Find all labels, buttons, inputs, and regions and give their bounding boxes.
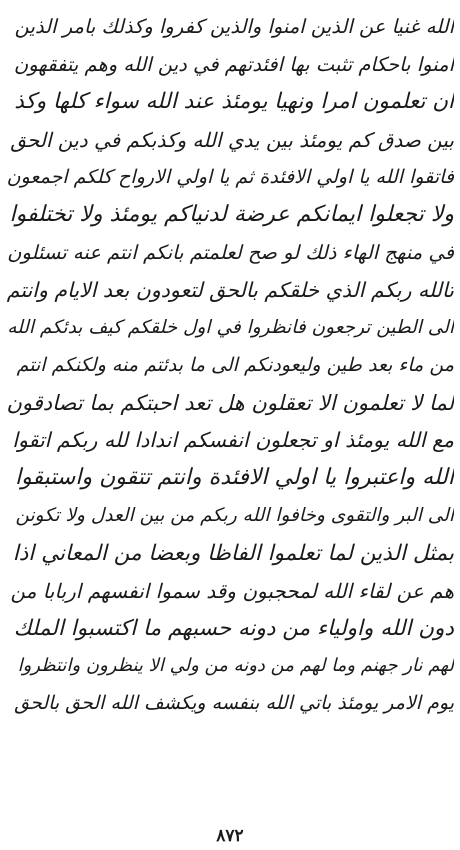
manuscript-line: بين صدق كم يومئذ بين يدي الله وكذبكم في دين الحق: [10, 127, 454, 152]
manuscript-line: يوم الامر يومئذ باتي الله بنفسه ويكشف الله الحق بالحق: [14, 692, 454, 715]
manuscript-line: فاتقوا الله يا اولي الافئدة ثم يا اولي الارواح كلكم اجمعون: [6, 166, 454, 189]
manuscript-line: لهم نار جهنم وما لهم من دونه من ولي الا ينظرون وانتظروا: [17, 655, 454, 677]
manuscript-line: الى البر والتقوى وخافوا الله ربكم من بين العدل ولا تكونن: [15, 505, 454, 527]
manuscript-line: ان تعلمون امرا ونهيا يومئذ عند الله سواء كلها وكذ: [14, 89, 454, 115]
manuscript-line: لما لا تعلمون الا تعقلون هل تعد احبتكم بما تصادقون: [6, 390, 454, 415]
manuscript-line: في منهج الهاء ذلك لو صح لعلمتم بانكم انتم عنه تسئلون: [7, 240, 454, 264]
manuscript-line: الله واعتبروا يا اولي الافئدة وانتم تتقون واستبقوا: [15, 465, 454, 491]
manuscript-line: دون الله واولياء من دونه حسبهم ما اكتسبوا الملك: [13, 615, 454, 641]
manuscript-line: امنوا باحكام تثبت بها افئدتهم في دين الله وهم يتفقهون: [13, 52, 454, 76]
manuscript-line: هم عن لقاء الله لمحجبون وقد سموا انفسهم اربابا من: [10, 578, 454, 603]
manuscript-line: الله غنيا عن الذين امنوا والذين كفروا وكذلك بامر الذين: [14, 15, 454, 39]
manuscript-line: مع الله يومئذ او تجعلون انفسكم اندادا لله ربكم اتقوا: [12, 428, 454, 453]
manuscript-line: الى الطين ترجعون فانظروا في اول خلقكم كيف بدئكم الله: [7, 317, 454, 339]
manuscript-text-block: [6, 8, 454, 722]
manuscript-line: بمثل الذين لما تعلموا الفاظا وبعضا من المعاني اذا: [12, 540, 454, 566]
manuscript-line: تالله ربكم الذي خلقكم بالحق لتعودون بعد الايام وانتم: [6, 277, 454, 302]
manuscript-line: من ماء بعد طين وليعودنكم الى ما بدئتم منه ولكنكم انتم: [16, 354, 454, 377]
manuscript-line: ولا تجعلوا ايمانكم عرضة لدنياكم يومئذ ولا تختلفوا: [9, 202, 454, 228]
page-number: ٨٧٢: [216, 826, 244, 846]
